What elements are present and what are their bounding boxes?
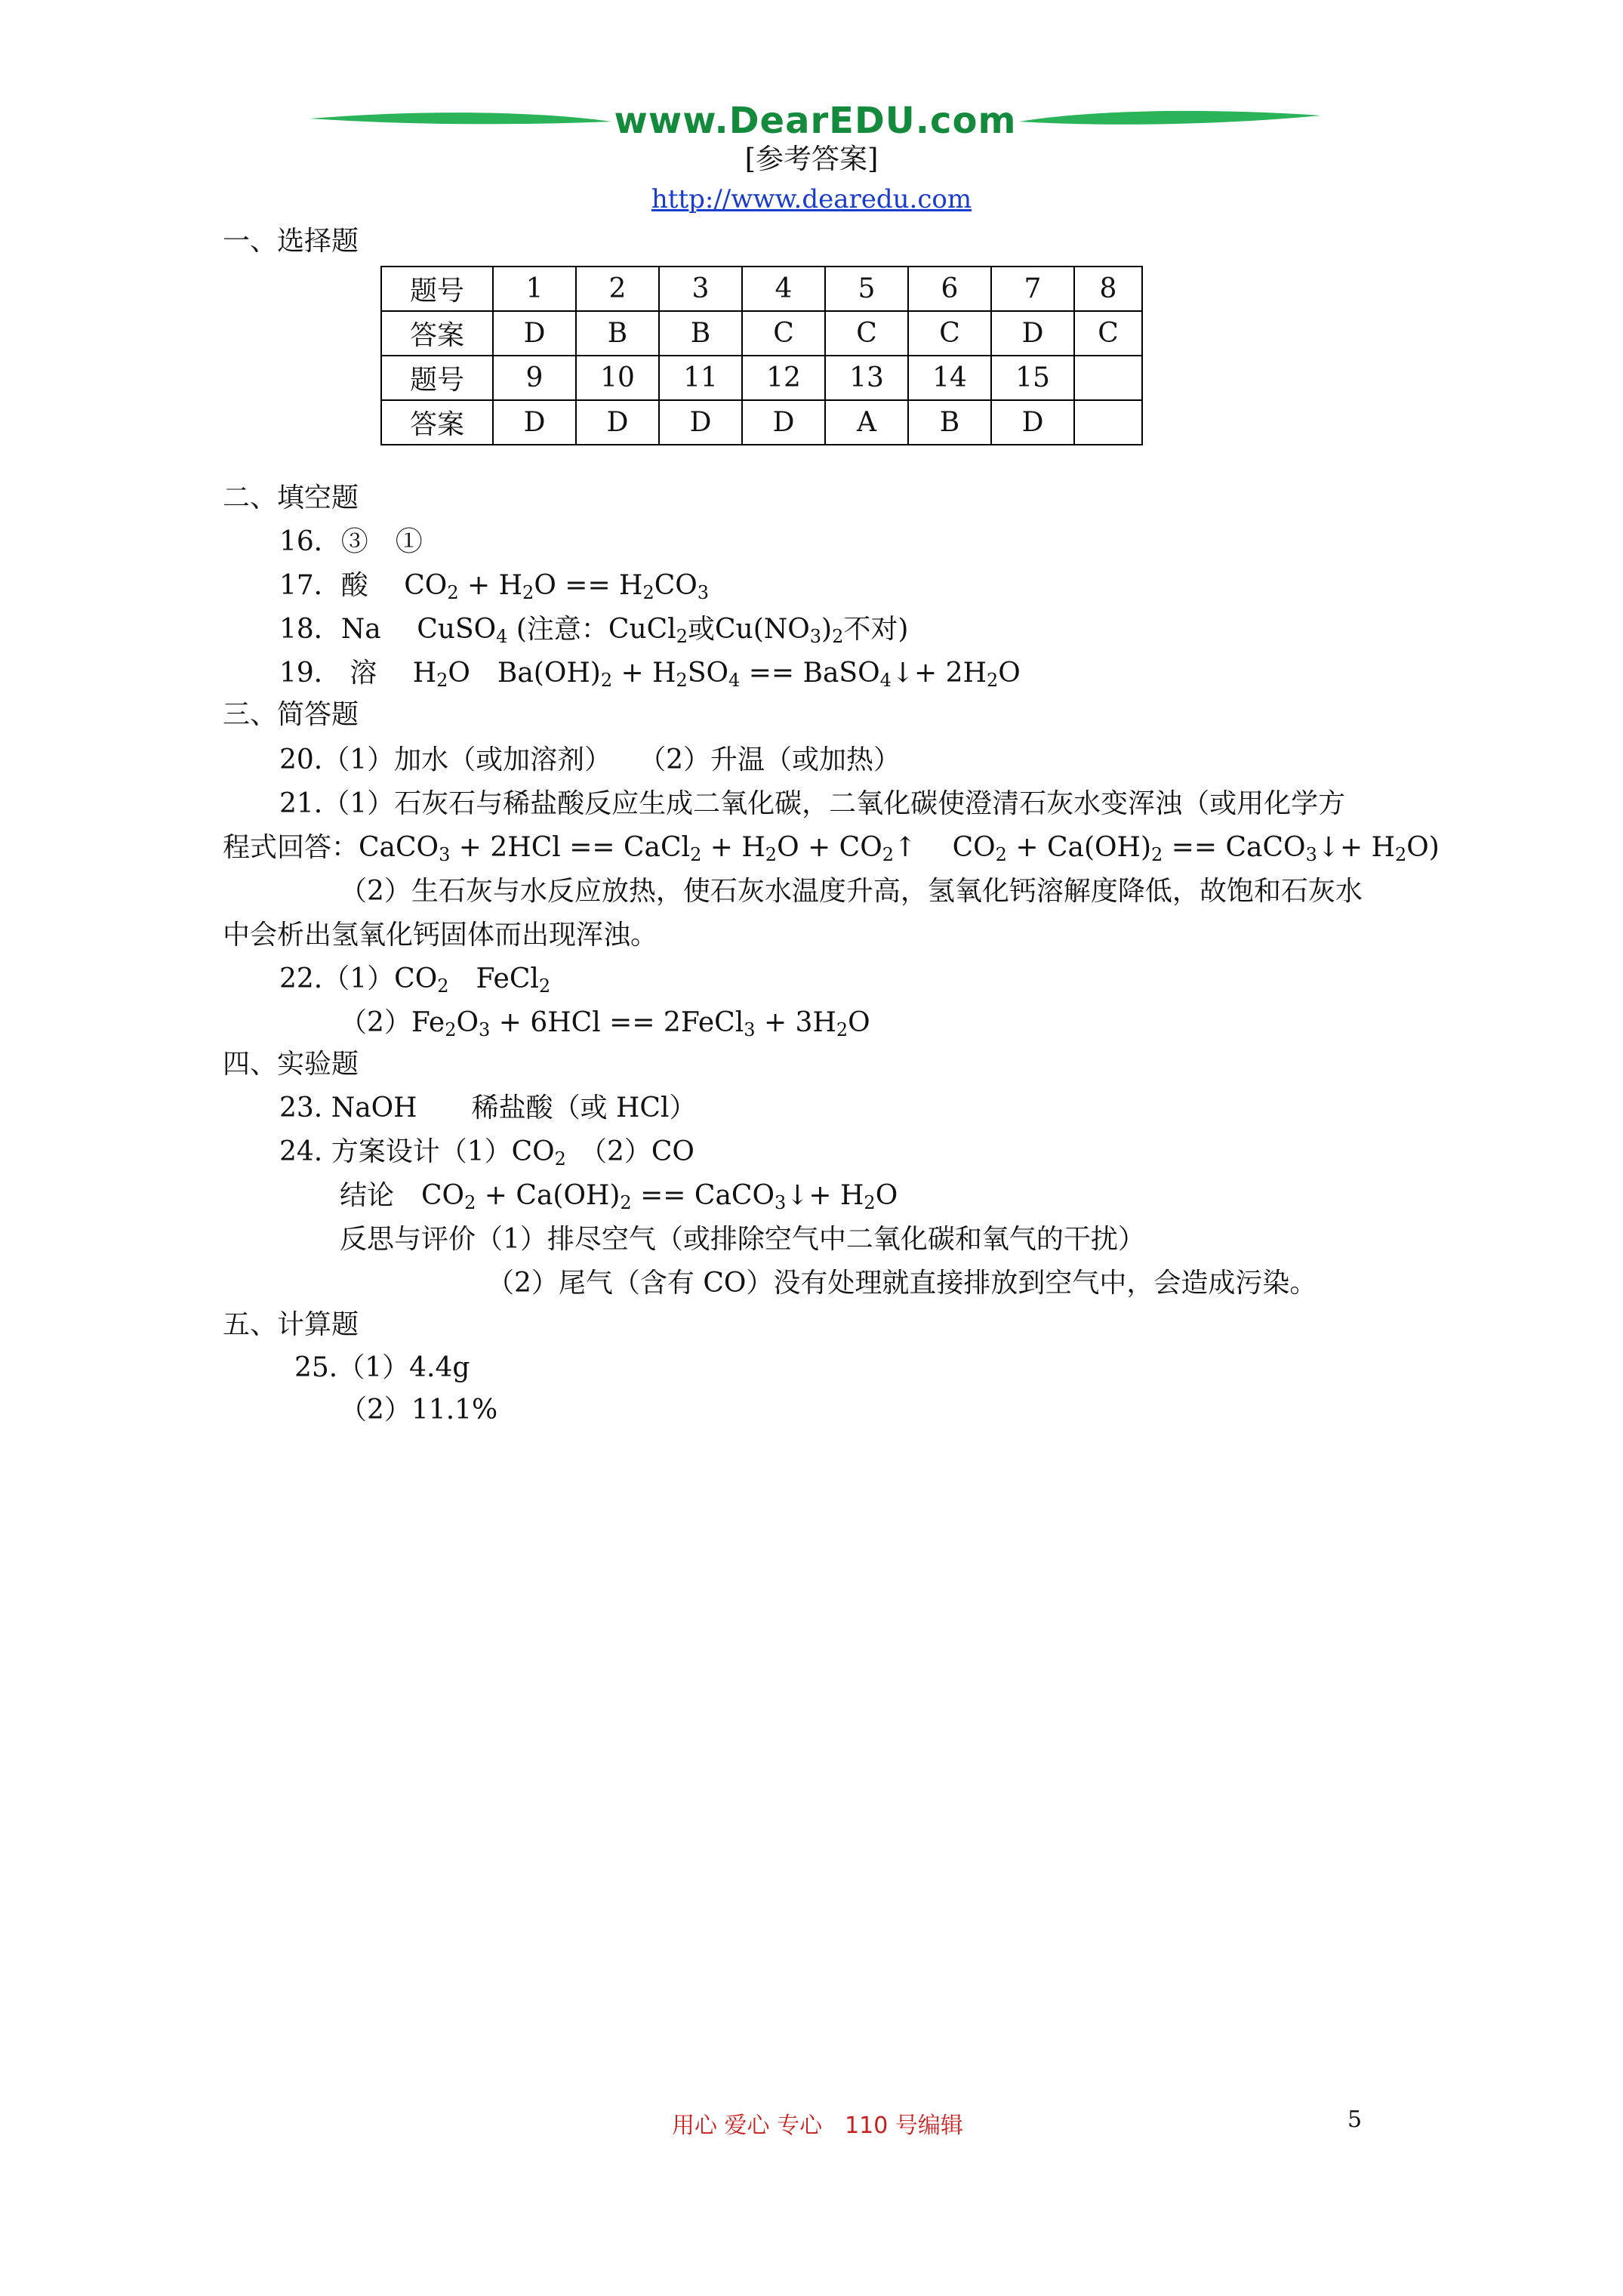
table-cell: 11 bbox=[659, 356, 742, 400]
table-row bbox=[381, 267, 1142, 311]
table-cell: A bbox=[825, 400, 908, 445]
table-cell: 8 bbox=[1074, 267, 1142, 311]
table-cell: D bbox=[576, 400, 659, 445]
answer-19: 19． 溶 $H_2O$ $Ba(OH)_2 + H_2SO_4$ == BaSO$_4$↓+ $2H_2O$ bbox=[279, 658, 1021, 691]
answer-21-line4: 中会析出氢氧化钙固体而出现浑浊。 bbox=[223, 920, 658, 951]
answer-18: 18．Na CuSO$_4$ (注意：CuCl$_2$或$Cu(NO_3)_2$不对) bbox=[279, 614, 909, 647]
table-cell: 1 bbox=[493, 267, 576, 311]
answer-24-line2: 结论 $CO_2 + Ca(OH)_2$ == CaCO$_3$↓+ $H_2O$ bbox=[340, 1180, 898, 1213]
table-cell: B bbox=[659, 311, 742, 356]
section-fill-heading: 二、填空题 bbox=[223, 482, 359, 513]
table-cell: 13 bbox=[825, 356, 908, 400]
table-cell: 6 bbox=[908, 267, 991, 311]
table-cell bbox=[1074, 400, 1142, 445]
page-number: 5 bbox=[1347, 2106, 1363, 2133]
answer-table bbox=[380, 266, 1143, 445]
table-cell: 答案 bbox=[381, 400, 493, 445]
table-cell: C bbox=[825, 311, 908, 356]
table-cell: 9 bbox=[493, 356, 576, 400]
table-cell: C bbox=[908, 311, 991, 356]
section-calc-heading: 五、计算题 bbox=[223, 1309, 359, 1340]
answer-23: 23. NaOH 稀盐酸（或 HCl） bbox=[279, 1093, 697, 1123]
table-row bbox=[381, 400, 1142, 445]
table-cell bbox=[1074, 356, 1142, 400]
document-subtitle: [参考答案] bbox=[744, 143, 879, 175]
answer-24-line1: 24. 方案设计$(1)CO_2$ （2）CO bbox=[279, 1136, 694, 1170]
answer-21-line1: 21.（1）石灰石与稀盐酸反应生成二氧化碳，二氧化碳使澄清石灰水变浑浊（或用化学方 bbox=[279, 788, 1346, 819]
site-url-link[interactable]: http://www.dearedu.com bbox=[651, 184, 972, 214]
table-cell: 4 bbox=[742, 267, 825, 311]
answer-17: 17．酸 $CO_2 + H_2O == H_2CO_3$ bbox=[279, 570, 710, 603]
table-cell: D bbox=[991, 311, 1074, 356]
table-row bbox=[381, 356, 1142, 400]
table-cell: D bbox=[742, 400, 825, 445]
table-cell: D bbox=[493, 400, 576, 445]
table-row bbox=[381, 311, 1142, 356]
answer-24-line4: （2）尾气（含有 CO）没有处理就直接排放到空气中，会造成污染。 bbox=[487, 1268, 1317, 1299]
table-cell: D bbox=[991, 400, 1074, 445]
table-cell: B bbox=[576, 311, 659, 356]
table-cell: 题号 bbox=[381, 267, 493, 311]
answer-25-line1: 25.（1）4.4g bbox=[294, 1352, 470, 1383]
answer-22-line2: $(2)Fe_2O_3 + 6HCl$ == 2FeCl$_3$ + $3H_2O$ bbox=[340, 1007, 870, 1040]
answer-22-line1: $22.(1)CO_2$ FeCl$_2$ bbox=[279, 963, 551, 997]
table-cell: C bbox=[1074, 311, 1142, 356]
table-cell: D bbox=[493, 311, 576, 356]
section-choice-heading: 一、选择题 bbox=[223, 226, 359, 257]
table-cell: 2 bbox=[576, 267, 659, 311]
answer-21-line3: （2）生石灰与水反应放热，使石灰水温度升高，氢氧化钙溶解度降低，故饱和石灰水 bbox=[340, 876, 1363, 907]
logo-text: www.DearEDU.com bbox=[614, 100, 1017, 142]
section-short-heading: 三、简答题 bbox=[223, 699, 359, 730]
answer-24-line3: 反思与评价（1）排尽空气（或排除空气中二氧化碳和氧气的干扰） bbox=[340, 1224, 1145, 1255]
table-cell: 7 bbox=[991, 267, 1074, 311]
table-cell: 5 bbox=[825, 267, 908, 311]
page-footer: 用心 爱心 专心 110 号编辑 bbox=[672, 2113, 963, 2139]
answer-16: 16．③ ① bbox=[279, 526, 423, 557]
table-cell: 10 bbox=[576, 356, 659, 400]
table-cell: 3 bbox=[659, 267, 742, 311]
table-cell: D bbox=[659, 400, 742, 445]
answer-25-line2: （2）11.1% bbox=[340, 1395, 498, 1425]
table-cell: 12 bbox=[742, 356, 825, 400]
table-cell: 答案 bbox=[381, 311, 493, 356]
table-cell: 15 bbox=[991, 356, 1074, 400]
table-cell: C bbox=[742, 311, 825, 356]
table-cell: 题号 bbox=[381, 356, 493, 400]
table-cell: 14 bbox=[908, 356, 991, 400]
table-cell: B bbox=[908, 400, 991, 445]
answer-21-line2: 程式回答：CaCO$_3$ + 2HCl == CaCl$_2$ + $H_2O$ + $CO_2↑$ $CO_2 + Ca(OH)_2$ == CaCO$_3$↓+ $H_2O$) bbox=[223, 832, 1440, 865]
answer-20: 20.（1）加水（或加溶剂） （2）升温（或加热） bbox=[279, 744, 901, 775]
section-experiment-heading: 四、实验题 bbox=[223, 1049, 359, 1080]
